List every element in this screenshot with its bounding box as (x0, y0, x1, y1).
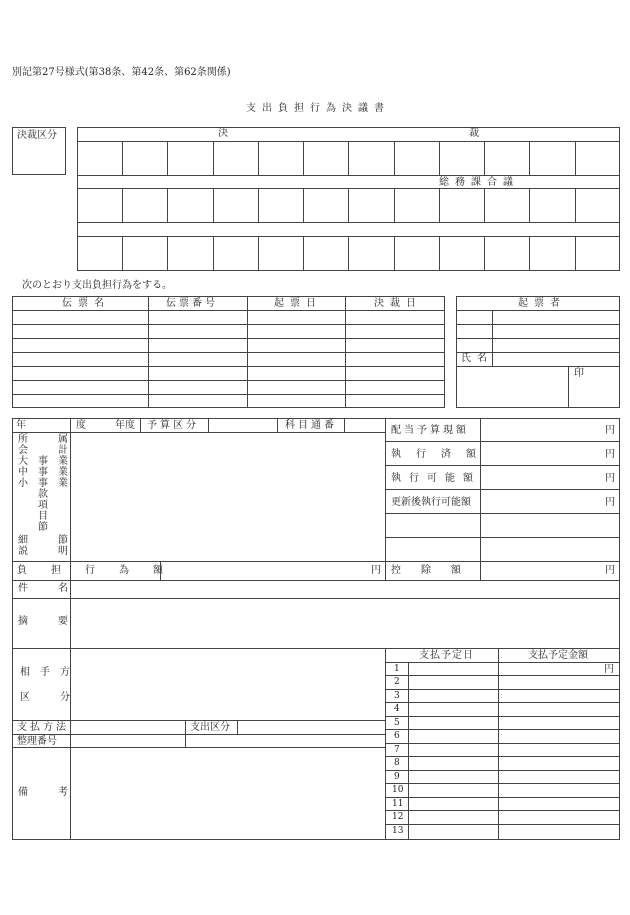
schedule-row-number: 3 (394, 691, 400, 701)
amount-label-executed: 執行済額 (391, 449, 491, 460)
cat-dai-2: 事業 (38, 456, 78, 467)
schedule-row-number: 2 (394, 677, 400, 687)
schedule-row-number: 10 (392, 785, 404, 795)
slip-header-decision-date: 決裁日 (374, 298, 422, 309)
summary-label: 摘要 (18, 616, 98, 627)
schedule-row-number: 4 (394, 704, 400, 714)
kessai-section-box (12, 127, 66, 175)
kessai-section-label: 決裁区分 (17, 130, 57, 141)
schedule-row-number: 8 (394, 758, 400, 768)
amount-label-updated: 更新後執行可能額 (391, 497, 471, 508)
subject-label: 件名 (18, 583, 98, 594)
schedule-row-number: 1 (394, 664, 400, 674)
schedule-row-number: 6 (394, 731, 400, 741)
main-form (12, 418, 620, 840)
kessai-label-2: 裁 (469, 128, 479, 139)
schedule-row-number: 13 (392, 826, 404, 836)
payment-class-label: 支出区分 (190, 722, 230, 733)
counterparty-label: 相手方 (20, 667, 80, 678)
cat-sai: 細 (18, 535, 28, 546)
form-reference: 別記第27号様式(第38条、第42条、第62条関係) (12, 67, 231, 78)
ref-number-label: 整理番号 (17, 736, 57, 747)
cat-kaikei: 会 (18, 445, 28, 456)
cat-chu: 中 (18, 467, 28, 478)
cat-kou: 項 (38, 500, 48, 511)
cat-kaikei-2: 計 (58, 445, 68, 456)
amount-unit-executable: 円 (605, 473, 615, 484)
schedule-row-number: 5 (394, 718, 400, 728)
cat-sho-2: 事業 (38, 478, 78, 489)
cat-moku: 目 (38, 511, 48, 522)
amount-label-executable: 執行可能額 (391, 473, 481, 484)
schedule-first-unit: 円 (604, 664, 614, 675)
amount-unit-updated: 円 (605, 497, 615, 508)
remarks-label: 備考 (18, 787, 98, 798)
soumu-label: 総務課合議 (439, 177, 519, 188)
amount-unit-budget: 円 (605, 425, 615, 436)
budget-class-label: 予算区分 (147, 420, 199, 431)
counterparty-class-label: 区分 (20, 692, 100, 703)
schedule-row-number: 11 (392, 799, 404, 809)
schedule-date-header: 支払予定日 (419, 650, 474, 661)
schedule-row-number: 9 (394, 772, 400, 782)
cat-shozoku: 所 (18, 434, 28, 445)
drafter-name-label: 氏名 (461, 353, 493, 364)
deduction-label: 控除額 (391, 565, 481, 576)
item-serial-label: 科目通番 (285, 420, 337, 431)
cat-setsumei: 説 (18, 546, 28, 557)
nendo-label: 年 度 (16, 420, 106, 431)
cat-chu-2: 事業 (38, 467, 78, 478)
cat-kan: 款 (38, 489, 48, 500)
nendo-unit: 年度 (115, 420, 135, 431)
schedule-row-number: 12 (392, 812, 404, 822)
page-title: 支出負担行為決議書 (246, 103, 390, 114)
amount-label-budget: 配当予算現額 (391, 425, 469, 436)
slip-header-name: 伝票名 (62, 298, 110, 309)
payment-method-label: 支払方法 (17, 722, 69, 733)
slip-header-number: 伝票番号 (166, 298, 218, 309)
cat-dai: 大 (18, 456, 28, 467)
deduction-unit: 円 (605, 565, 615, 576)
burden-amount-label: 負担行為額 (17, 565, 187, 576)
slip-header-draft-date: 起票日 (274, 298, 322, 309)
cat-shozoku-2: 属 (58, 434, 68, 445)
schedule-amount-header: 支払予定金額 (528, 650, 588, 661)
kessai-label-1: 決 (218, 128, 228, 139)
schedule-row-number: 7 (394, 745, 400, 755)
cat-setsumei-2: 明 (58, 546, 68, 557)
intro-text: 次のとおり支出負担行為をする。 (22, 280, 172, 291)
burden-amount-unit: 円 (371, 565, 381, 576)
seal-label: 印 (574, 368, 584, 379)
cat-setsu: 節 (38, 522, 48, 533)
amount-unit-executed: 円 (605, 449, 615, 460)
cat-sai-2: 節 (58, 535, 68, 546)
drafter-title: 起票者 (518, 298, 566, 309)
cat-sho: 小 (18, 478, 28, 489)
